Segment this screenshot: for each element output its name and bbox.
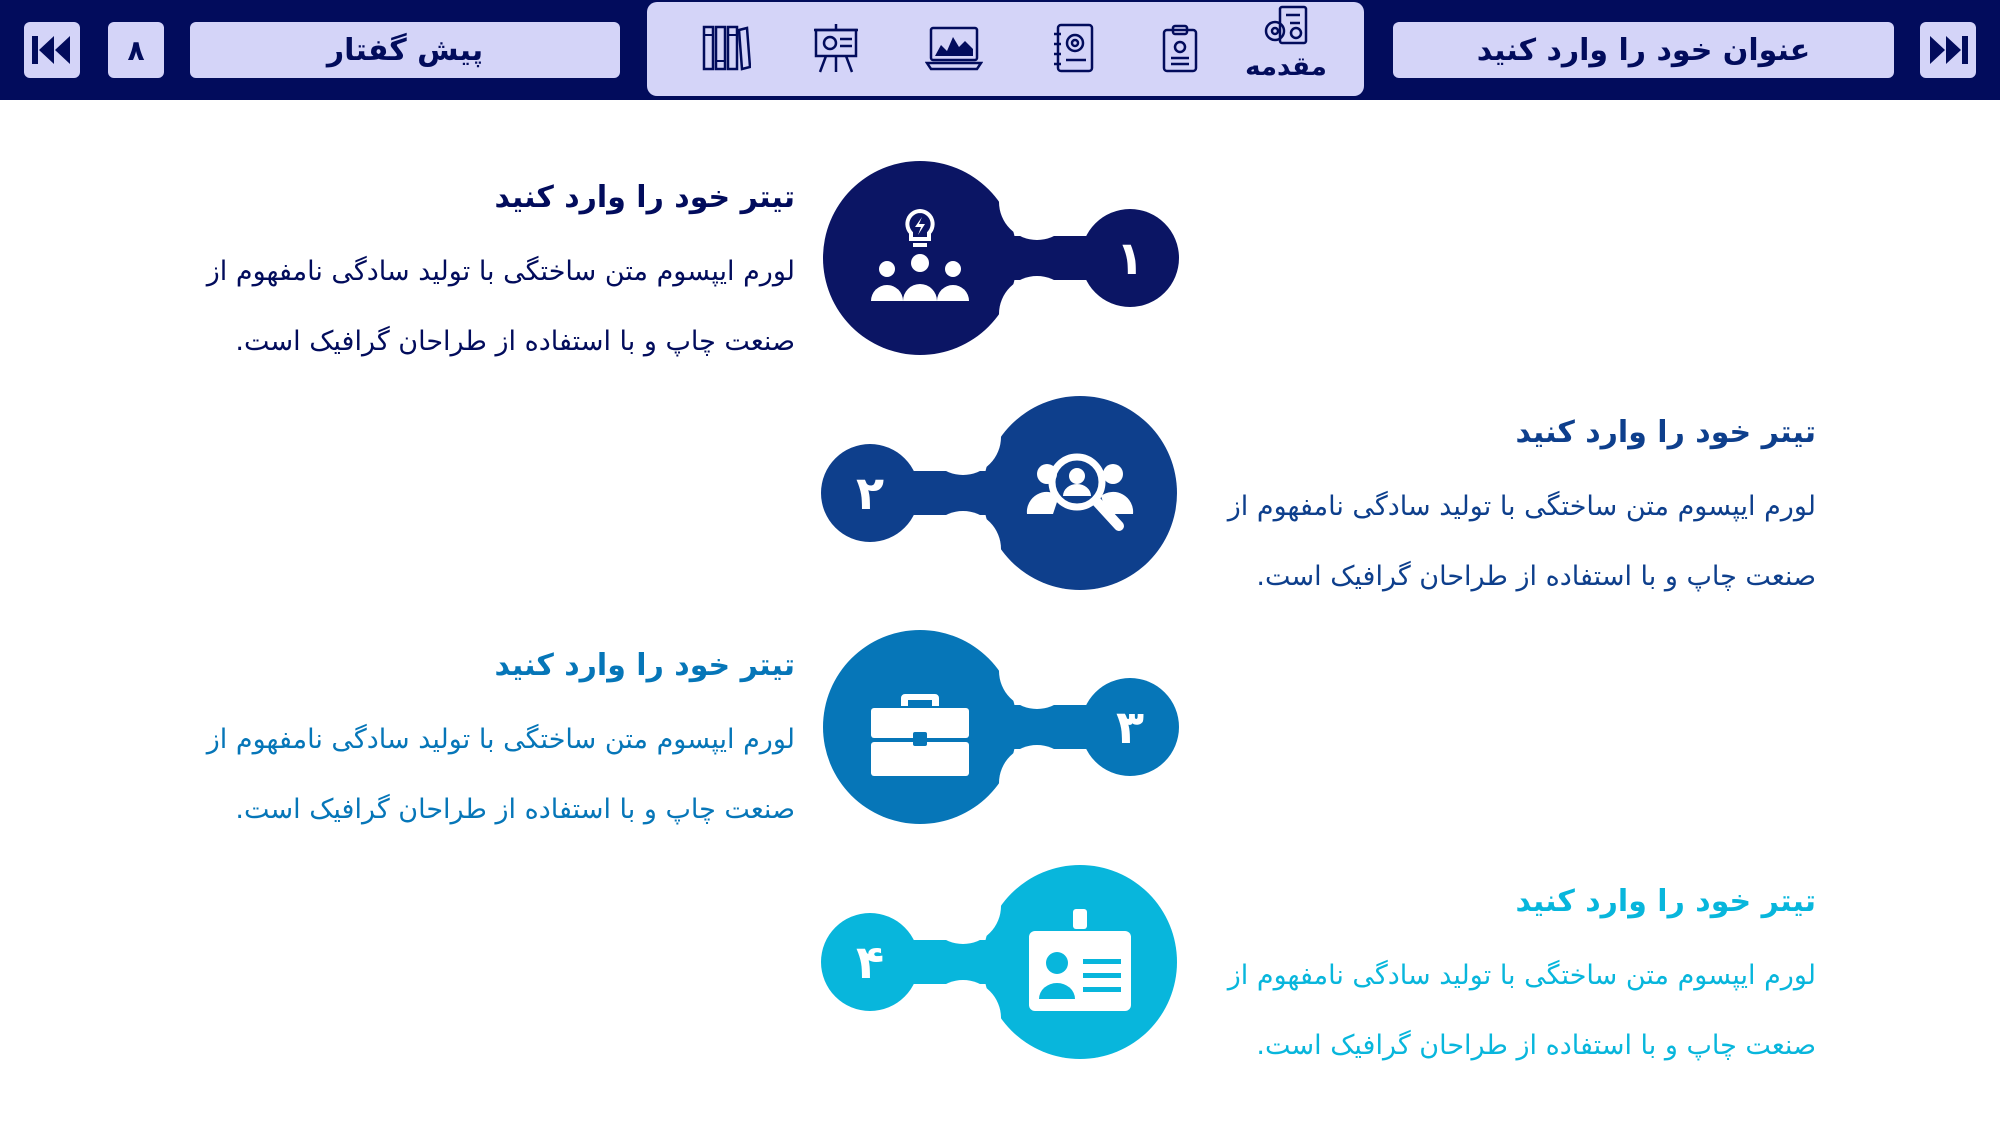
step-desc-line: لورم ایپسوم متن ساختگی با تولید سادگی نامفهوم از [1227, 491, 1816, 522]
step-text-4 [1176, 877, 1816, 1081]
prev-section-button[interactable] [190, 22, 620, 78]
step-title: تیتر خود را وارد کنید [494, 648, 795, 683]
step-node-2 [820, 393, 1180, 593]
settings-notebook-icon [1052, 22, 1096, 74]
step-desc-line: صنعت چاپ و با استفاده از طراحان گرافیک است. [1256, 1030, 1816, 1061]
skip-last-icon [1926, 33, 1970, 67]
books-icon [701, 23, 751, 73]
analytics-nav-button[interactable] [924, 20, 984, 76]
step-number: ۳ [1115, 700, 1145, 754]
page-number-button[interactable] [108, 22, 164, 78]
step-node-3 [820, 627, 1180, 827]
top-nav-bar [0, 0, 2000, 100]
step-desc-line: لورم ایپسوم متن ساختگی با تولید سادگی نامفهوم از [206, 724, 795, 755]
books-nav-button[interactable] [696, 20, 756, 76]
step-desc-line: صنعت چاپ و با استفاده از طراحان گرافیک است. [1256, 561, 1816, 592]
skip-first-icon [30, 33, 74, 67]
step-description [1176, 472, 1816, 612]
step-desc-line: لورم ایپسوم متن ساختگی با تولید سادگی نامفهوم از [206, 256, 795, 287]
title-input-button[interactable] [1393, 22, 1894, 78]
step-description [155, 705, 795, 845]
clipboard-icon [1160, 23, 1200, 73]
step-description [155, 237, 795, 377]
step-node-1 [820, 158, 1180, 358]
page-number: ۸ [127, 33, 145, 67]
briefcase-icon [865, 672, 975, 782]
intro-nav-label[interactable]: مقدمه [1245, 52, 1327, 82]
step-title: تیتر خود را وارد کنید [494, 180, 795, 215]
step-number: ۴ [855, 935, 885, 989]
clipboard-nav-button[interactable] [1150, 20, 1210, 76]
slide-title-label: عنوان خود را وارد کنید [1476, 32, 1811, 68]
step-desc-line: صنعت چاپ و با استفاده از طراحان گرافیک است. [235, 326, 795, 357]
step-title: تیتر خود را وارد کنید [1515, 415, 1816, 450]
prev-section-label: پیش گفتار [326, 32, 484, 68]
step-text-1 [155, 173, 795, 377]
step-number: ۲ [855, 466, 885, 520]
settings-notebook-nav-button[interactable] [1044, 20, 1104, 76]
step-number: ۱ [1115, 231, 1145, 285]
id-card-icon [1025, 907, 1135, 1017]
people-search-icon [1025, 438, 1135, 548]
last-page-button[interactable] [1920, 22, 1976, 78]
step-desc-line: لورم ایپسوم متن ساختگی با تولید سادگی نامفهوم از [1227, 960, 1816, 991]
presentation-icon [812, 22, 860, 74]
step-description [1176, 941, 1816, 1081]
team-idea-icon [865, 203, 975, 313]
step-node-4 [820, 862, 1180, 1062]
presentation-nav-button[interactable] [806, 20, 866, 76]
intro-settings-icon [1262, 5, 1310, 49]
step-text-3 [155, 641, 795, 845]
step-desc-line: صنعت چاپ و با استفاده از طراحان گرافیک است. [235, 794, 795, 825]
intro-nav-button[interactable] [1256, 4, 1316, 50]
step-title: تیتر خود را وارد کنید [1515, 884, 1816, 919]
first-page-button[interactable] [24, 22, 80, 78]
chart-monitor-icon [925, 25, 983, 71]
step-text-2 [1176, 408, 1816, 612]
